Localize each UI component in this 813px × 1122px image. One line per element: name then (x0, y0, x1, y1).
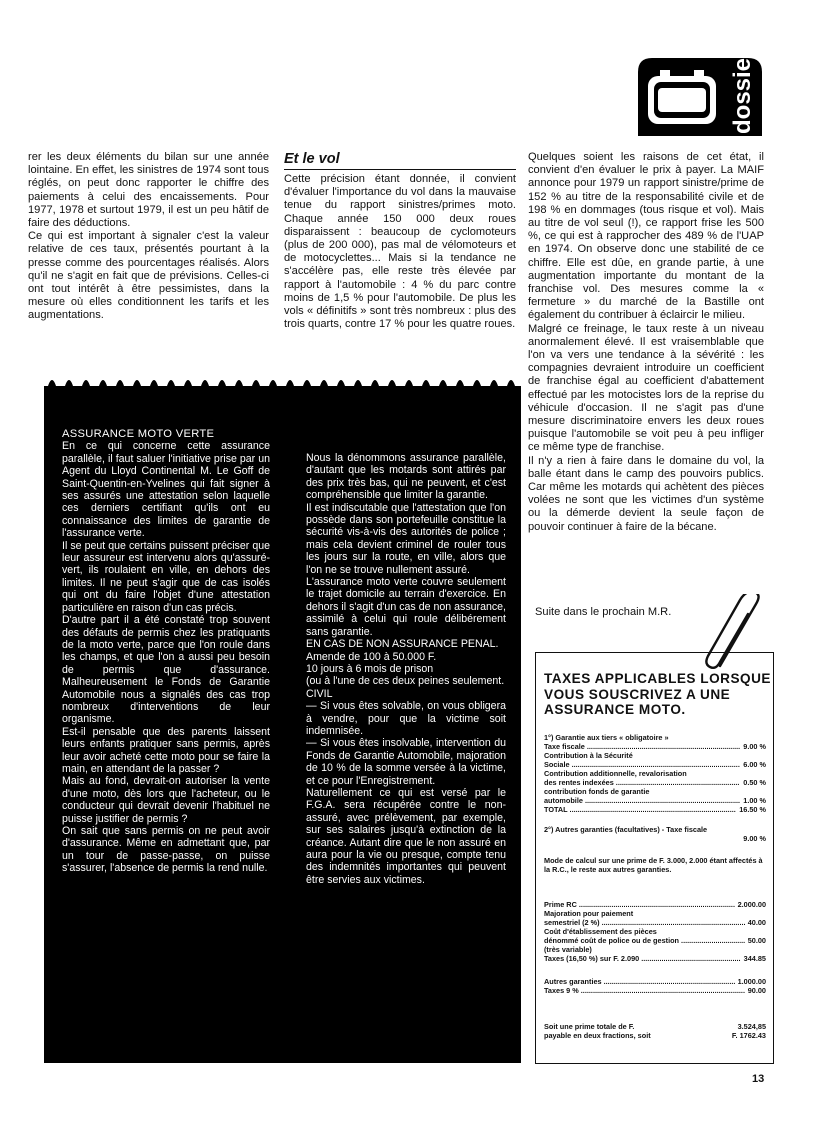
dossier-logo (624, 52, 766, 140)
tax-row: automobile ..... 1.00 % (544, 796, 766, 805)
folder-icon (624, 52, 766, 140)
moto-verte-box (44, 366, 521, 1063)
tax-row-label: contribution fonds de garantie (544, 787, 650, 796)
tax-row-label: Coût d'établissement des pièces (544, 927, 657, 936)
article-column-2 (284, 151, 516, 331)
paragraph: — Si vous êtes solvable, on vous obligera à vendre, pour que la victime soit indemnisée. (306, 700, 506, 737)
tax-row: semestriel (2 %) ..... 40.00 (544, 918, 766, 927)
paragraph: rer les deux éléments du bilan sur une année lointaine. En effet, les sinistres de 1974 sont tous réglés, on peut donc rapporter le chiffre des paiements à celui des encaissements. Pour 1977, 1978 et surtout 1979, il est un peu hâtif de faire des déductions. (28, 151, 269, 230)
paragraph: On sait que sans permis on ne peut avoir d'assurance. Même en admettant que, par un tour de passe-passe, on puisse s'assurer, l'absence de permis la rend nulle. (62, 825, 270, 875)
paragraph: Est-il pensable que des parents laissent leurs enfants pratiquer sans permis, après leur avoir acheté cette moto pour se faire la main, en attendant de la passer ? (62, 725, 270, 775)
tax-row: dénommé coût de police ou de gestion ..... 50.00 (544, 936, 766, 945)
section-heading: Et le vol (284, 151, 516, 170)
box-title: ASSURANCE MOTO VERTE (62, 428, 215, 440)
paragraph: Il se peut que certains puissent préciser que leur assureur est intervenu alors qu'assuré-vert, ils roulaient en ville, en dehors des limites. Il ne peut s'agir que de cas isolés qui ont du faire l'objet d'une attestation particulière en raison d'un cas précis. (62, 539, 270, 614)
paragraph: EN CAS DE NON ASSURANCE PENAL. (306, 638, 499, 651)
tax-row: Taxes (16,50 %) sur F. 2.090 ..... 344.85 (544, 954, 766, 963)
tax-total-row: Soit une prime totale de F. 3.524,85 (544, 1022, 766, 1031)
paragraph: Nous la dénommons assurance parallèle, d'autant que les motards sont attirés par des prix très bas, qui ne peuvent, et c'est compréhensible que limiter la garantie. (306, 452, 506, 502)
tax-row: Prime RC ..... 2.000.00 (544, 900, 766, 909)
tax-row-total: TOTAL ..... 16.50 % (544, 805, 766, 814)
tax-row: des rentes indexées ..... 0.50 % (544, 778, 766, 787)
paragraph: Il est indiscutable que l'attestation que l'on possède dans son portefeuille constitue la sécurité vis-à-vis des autorités de police ; mais cela devient criminel de rouler tous les jours sur la route, en ville, alors que l'on ne se trouve nullement assuré. (306, 501, 506, 576)
svg-text:dossier: dossier (729, 52, 756, 134)
paragraph: L'assurance moto verte couvre seulement le trajet domicile au terrain d'exercice. En dehors il s'agit d'un cas de non assurance, assimilé à celui qui roule délibérement sans garantie. (306, 576, 506, 638)
article-column-3 (528, 151, 764, 534)
tax-box-title: TAXES APPLICABLES LORSQUE VOUS SOUSCRIVEZ A UNE ASSURANCE MOTO. (544, 671, 771, 718)
tax-row: Taxe fiscale ..... 9.00 % (544, 742, 766, 751)
tax-total-row: payable en deux fractions, soit F. 1762.43 (544, 1031, 766, 1040)
paragraph: Cette précision étant donnée, il convient d'évaluer l'importance du vol dans la mauvaise tenue du rapport sinistres/primes moto. Chaque année 150 000 deux roues disparaissent : beaucoup de cyclomoteurs (plus de 200 000), pas mal de vélomoteurs et de motocyclettes... Mais si la tendance ne s'accélère pas, elle reste très élevée par rapport à l'automobile : 4 % du parc contre moins de 1,5 % pour l'automobile. De plus les vols « définitifs » sont très nombreux : plus des trois quarts, contre 17 % pour les quatre roues. (284, 173, 516, 331)
paragraph: CIVIL (306, 687, 333, 700)
tax-section-title: 1°) Garantie aux tiers « obligatoire » (544, 733, 669, 742)
continued-note: Suite dans le prochain M.R. (535, 606, 672, 618)
paragraph: 10 jours à 6 mois de prison (306, 662, 434, 675)
tax-section-title: 2°) Autres garanties (facultatives) - Taxe fiscale (544, 825, 708, 834)
paragraph: — Si vous êtes insolvable, intervention du Fonds de Garantie Automobile, majoration de 10 % de la somme versée à la victime, et ce pour l'Enregistrement. (306, 737, 506, 787)
perforated-edge-icon (44, 366, 521, 412)
tax-section-value: 9.00 % (743, 834, 766, 843)
tax-row: Sociale ..... 6.00 % (544, 760, 766, 769)
tax-row: Autres garanties ..... 1.000.00 (544, 977, 766, 986)
paragraph: Quelques soient les raisons de cet état, il convient d'en évaluer le prix à payer. La MAIF annonce pour 1979 un rapport sinistre/prime de 152 % au titre de la responsabilité civile et de 198 % en dommages (tous risque et vol). Mais au titre de vol seul (!), ce rapport frise les 500 %, ce qui est à rapprocher des 489 % de l'UAP en 1974. On observe donc une stabilité de ce chiffre. Elle est dûe, en grande partie, à une augmentation importante du montant de la franchise vol. Des mesures comme la « fermeture » du marché de la Bastille ont également du contribuer à éclaircir le milieu. (528, 151, 764, 322)
paragraph: Mais au fond, devrait-on autoriser la vente d'une moto, dès lors que l'acheteur, ou le conducteur qui devrait devenir l'habituel ne puisse justifier de permis ? (62, 775, 270, 825)
article-column-1 (28, 151, 269, 323)
paragraph: Amende de 100 à 50.000 F. (306, 650, 437, 663)
tax-row-label: (très variable) (544, 945, 592, 954)
paragraph: En ce qui concerne cette assurance parallèle, il faut saluer l'initiative prise par un Agent du Lloyd Continental M. Le Goff de Saint-Quentin-en-Yvelines qui fait signer à ses assurés une attestation selon laquelle ces derniers certifiant qu'ils ont eu connaissance des limites de garantie de l'assurance verte. (62, 440, 270, 540)
tax-row-label: Contribution à la Sécurité (544, 751, 633, 760)
paragraph: Il n'y a rien à faire dans le domaine du vol, la balle étant dans le camp des pouvoirs publics. Car même les motards qui achètent des pièces volées ne sont que les victimes d'un système ou la démerde devient la seule façon de pouvoir continuer à faire de la bécane. (528, 454, 764, 533)
tax-table-box (535, 652, 774, 1064)
page-number: 13 (752, 1073, 765, 1085)
paragraph: Malgré ce freinage, le taux reste à un niveau anormalement élevé. Il est vraisemblable que l'on va vers une tendance à la sévérité : les compagnies devraient introduire un coefficient de franchise égal au coefficient d'abattement effectué par les motocistes lors de la reprise du véhicule d'occasion. Il ne s'agit pas d'une mesure discriminatoire envers les deux roues puisque l'automobile se voit peu à peu infliger ce même type de franchise. (528, 322, 764, 454)
box-column-left (62, 428, 270, 875)
box-column-right (306, 452, 506, 886)
paragraph: (ou à l'une de ces deux peines seulement. (306, 675, 505, 688)
paragraph: Ce qui est important à signaler c'est la valeur relative de ces taux, présentés pourtant à la presse comme des pourcentages réalisés. Alors qu'il ne s'agit en fait que de prévisions. Celles-ci ont tout intérêt à être pessimistes, dans la mesure où elles conditionnent les tarifs et les augmentations. (28, 230, 269, 322)
tax-row: Taxes 9 % ..... 90.00 (544, 986, 766, 995)
paragraph: D'autre part il a été constaté trop souvent des défauts de permis chez les pratiquants de la moto verte, parce que l'on roule dans les champs, et que l'on a aussi peu besoin de permis que d'assurance. Malheureusement le Fonds de Garantie Automobile nous a signalés des cas trop nombreux d'interventions de leur organisme. (62, 614, 270, 726)
tax-row-label: Contribution additionnelle, revalorisation (544, 769, 687, 778)
tax-row-label: Majoration pour paiement (544, 909, 634, 918)
tax-calculation-note: Mode de calcul sur une prime de F. 3.000, 2.000 étant affectés à la R.C., le reste aux autres garanties. (544, 856, 763, 874)
paragraph: Naturellement ce qui est versé par le F.G.A. sera récupérée contre le non-assuré, avec prélèvement, par exemple, sur ses salaires jusqu'à extinction de la créance. Autant dire que le non assuré en aura pour la vie ou presque, compte tenu des indemnités importantes qui peuvent être servies aux victimes. (306, 786, 506, 886)
